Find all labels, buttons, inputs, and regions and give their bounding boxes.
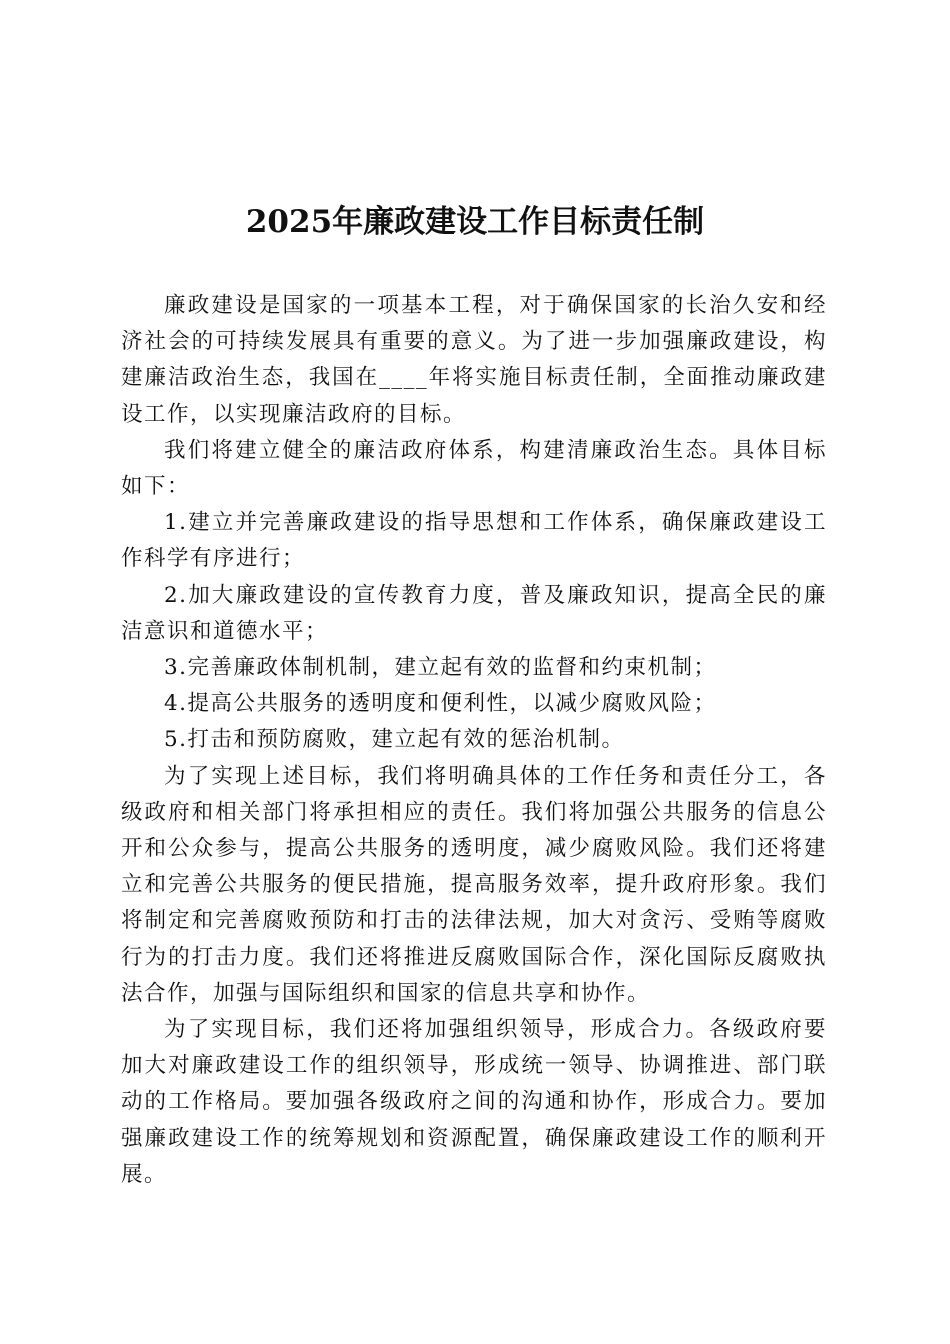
goal-item-5: 5.打击和预防腐败，建立起有效的惩治机制。 <box>164 727 625 753</box>
goal-item-2: 2.加大廉政建设的宣传教育力度，普及廉政知识，提高全民的廉洁意识和道德水平； <box>121 582 827 644</box>
paragraph-intro: 廉政建设是国家的一项基本工程，对于确保国家的长治久安和经济社会的可持续发展具有重要的意义。为了进一步加强廉政建设，构建廉洁政治生态，我国在____年将实施目标责任制，全面推动廉政建设工作，以实现廉洁政府的目标。 <box>121 293 827 427</box>
goal-item-4: 4.提高公共服务的透明度和便利性，以减少腐败风险； <box>164 691 717 717</box>
goal-item-1: 1.建立并完善廉政建设的指导思想和工作体系，确保廉政建设工作科学有序进行； <box>121 510 827 572</box>
paragraph-tasks: 为了实现上述目标，我们将明确具体的工作任务和责任分工，各级政府和相关部门将承担相应的责任。我们将加强公共服务的信息公开和公众参与，提高公共服务的透明度，减少腐败风险。我们还将建立和完善公共服务的便民措施，提高服务效率，提升政府形象。我们将制定和完善腐败预防和打击的法律法规，加大对贪污、受贿等腐败行为的打击力度。我们还将推进反腐败国际合作，深化国际反腐败执法合作，加强与国际组织和国家的信息共享和协作。 <box>121 763 827 1006</box>
paragraph-goals-lead: 我们将建立健全的廉洁政府体系，构建清廉政治生态。具体目标如下： <box>121 437 827 500</box>
paragraph-leadership: 为了实现目标，我们还将加强组织领导，形成合力。各级政府要加大对廉政建设工作的组织领导，形成统一领导、协调推进、部门联动的工作格局。要加强各级政府之间的沟通和协作，形成合力。要加强廉政建设工作的统筹规划和资源配置，确保廉政建设工作的顺利开展。 <box>121 1017 827 1187</box>
document-title: 2025年廉政建设工作目标责任制 <box>245 204 705 240</box>
goal-item-3: 3.完善廉政体制机制，建立起有效的监督和约束机制； <box>164 655 717 681</box>
document-body <box>121 288 827 1193</box>
